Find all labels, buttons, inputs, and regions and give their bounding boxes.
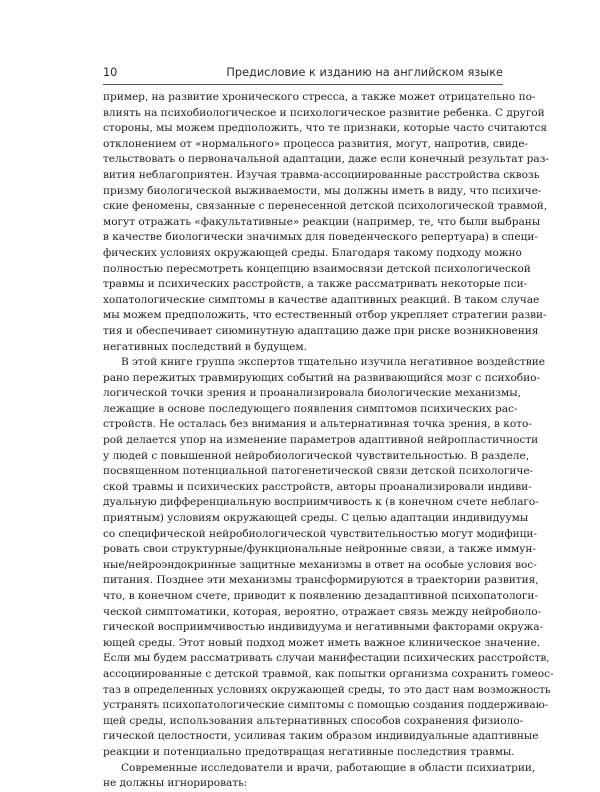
text-line: стороны, мы можем предположить, что те признаки, которые часто считаются (103, 122, 547, 135)
text-line: гической целостности, усиливая таким образом индивидуальные адаптивные (103, 730, 539, 743)
running-header (103, 66, 503, 82)
text-line: мы можем предположить, что естественный отбор укрепляет стратегии разви- (103, 309, 547, 322)
text-line: Современные исследователи и врачи, работающие в области психиатрии, (121, 761, 536, 774)
text-line: посвященном потенциальной патогенетической связи детской психологиче- (103, 465, 534, 478)
text-line: не должны игнорировать: (103, 777, 248, 790)
text-line: что, в конечном счете, приводит к появлению дезадаптивной психопатологи- (103, 590, 538, 602)
text-line: гической восприимчивостью индивидуума и негативными факторами окружа- (103, 621, 544, 634)
running-header-title: Предисловие к изданию на английском языке (226, 66, 503, 79)
text-line: ские феномены, связанные с перенесенной детской психологической травмой, (103, 200, 548, 213)
text-line: со специфической нейробиологической чувствительностью могут модифици- (103, 527, 537, 540)
text-line: отклонением от «нормального» процесса развития, могут, напротив, свиде- (103, 137, 528, 150)
text-line: рой делается упор на изменение параметров адаптивной нейропластичности (103, 434, 539, 447)
text-line: дуальную дифференциальную восприимчивость к (в конечном счете неблаго- (103, 496, 539, 509)
body-text (103, 90, 554, 792)
text-line: ассоциированные с детской травмой, как попытки организма сохранить гомеос- (103, 667, 554, 680)
page-number: 10 (103, 66, 118, 79)
text-line: лежащие в основе последующего появления симптомов психических рас- (103, 402, 518, 415)
text-line: приятным) условиям окружающей среды. С целью адаптации индивидуумы (103, 512, 529, 525)
text-line: стройств. Не осталась без внимания и альтернативная точка зрения, в кото- (103, 418, 532, 431)
text-line: В этой книге группа экспертов тщательно изучила негативное воздействие (121, 356, 545, 369)
text-line: фических условиях окружающей среды. Благодаря такому подходу можно (103, 246, 522, 259)
text-line: призму биологической выживаемости, мы должны иметь в виду, что психиче- (103, 184, 542, 197)
text-line: негативных последствий в будущем. (103, 340, 307, 353)
text-line: пример, на развитие хронического стресса, а также может отрицательно по- (103, 91, 536, 103)
text-line: тия и обеспечивает сиюминутную адаптацию даже при риске возникновения (103, 324, 539, 337)
text-line: ской травмы и психических расстройств, авторы проанализировали индиви- (103, 480, 532, 493)
header-divider (103, 84, 503, 85)
text-line: ческой симптоматики, которая, вероятно, отражает связь между нейробиоло- (103, 605, 542, 618)
text-line: у людей с повышенной нейробиологической чувствительностью. В разделе, (103, 449, 530, 462)
text-line: таз в определенных условиях окружающей среды, то это даст нам возможность (103, 683, 551, 696)
text-line: ные/нейроэндокринные защитные механизмы в ответ на особые условия вос- (103, 558, 537, 571)
text-line: травмы и психических расстройств, а также рассматривать некоторые пси- (103, 278, 528, 291)
text-line: в качестве биологически значимых для поведенческого репертуара) в специ- (103, 231, 538, 244)
text-line: могут отражать «факультативные» реакции (например, те, что были выбраны (103, 215, 541, 228)
text-line: ровать свои структурные/функциональные нейронные связи, а также иммун- (103, 543, 536, 556)
text-line: устранять психопатологические симптомы с помощью создания поддерживаю- (103, 699, 549, 712)
text-line: логической точки зрения и проанализировала биологические механизмы, (103, 387, 521, 400)
text-line: щей среды, использования альтернативных способов сохранения физиоло- (103, 714, 524, 727)
text-line: питания. Позднее эти механизмы трансформируются в траектории развития, (103, 574, 539, 587)
text-line: реакции и потенциально предотвращая негативные последствия травмы. (103, 745, 515, 758)
text-line: рано пережитых травмирующих событий на развивающийся мозг с психобио- (103, 371, 540, 384)
text-line: Если мы будем рассматривать случаи манифестации психических расстройств, (103, 652, 550, 665)
text-line: тельствовать о первоначальной адаптации, даже если конечный результат раз- (103, 153, 549, 166)
text-line: вития неблагоприятен. Изучая травма-ассоциированные расстройства сквозь (103, 168, 540, 181)
text-line: хопатологические симптомы в качестве адаптивных реакций. В таком случае (103, 293, 540, 306)
text-line: полностью пересмотреть концепцию взаимосвязи детской психологической (103, 262, 531, 275)
text-line: ющей среды. Этот новый подход может иметь важное клиническое значение. (103, 636, 541, 649)
text-line: влиять на психобиологическое и психологическое развитие ребенка. С другой (103, 106, 545, 119)
